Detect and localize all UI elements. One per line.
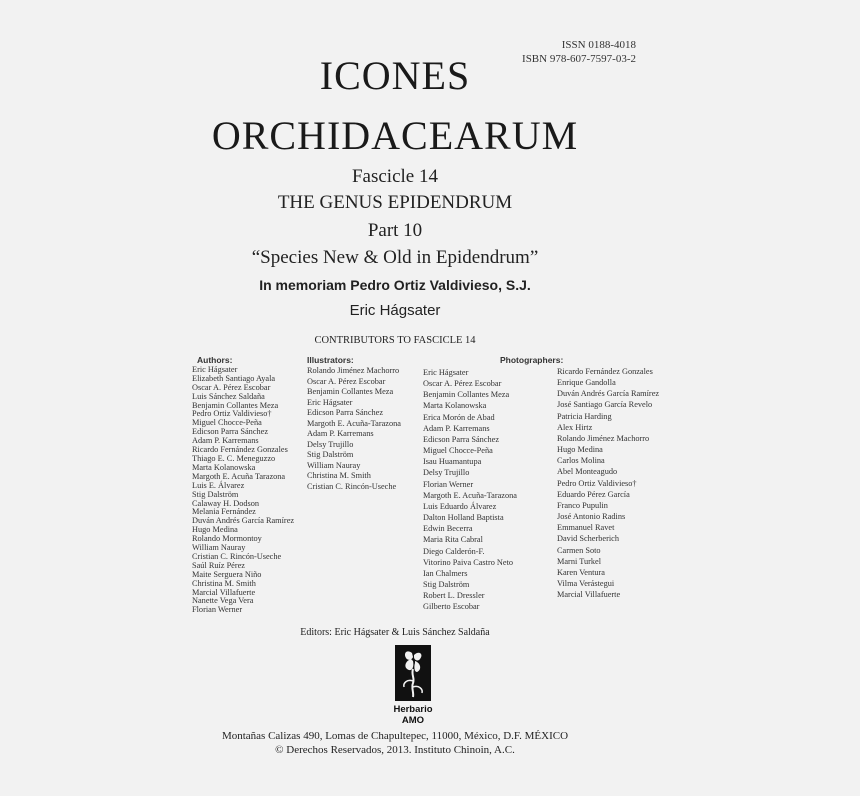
author-list-item: William Nauray <box>192 543 246 553</box>
photographer-list-item: Florian Werner <box>423 479 474 489</box>
isbn: ISBN 978-607-7597-03-2 <box>522 53 636 65</box>
photographer-list-item: Ricardo Fernández Gonzales <box>557 367 653 376</box>
photographer-list-item: Marcial Villafuerte <box>557 590 621 600</box>
photographer-list-item: Marta Kolanowska <box>423 401 487 411</box>
photographer-list-item: Dalton Holland Baptista <box>423 513 504 523</box>
author-list-item: Rolando Mormontoy <box>192 534 262 544</box>
photographer-list-item: Duván Andrés García Ramírez <box>557 389 660 399</box>
photographer-list-item: Pedro Ortiz Valdivieso† <box>557 478 637 488</box>
author-list-item: Adam P. Karremans <box>192 436 259 446</box>
author-list-item: Calaway H. Dodson <box>192 498 260 508</box>
orchid-flower-icon <box>395 645 431 701</box>
illustrator-list-item: Edicson Parra Sánchez <box>307 408 384 417</box>
author-list-item: Saúl Ruíz Pérez <box>192 560 245 570</box>
title-line-2: ORCHIDACEARUM <box>211 113 579 158</box>
photographer-list-item: Patricia Harding <box>557 411 612 421</box>
photographer-list-item: Alex Hirtz <box>557 422 593 432</box>
photographers-list-2 <box>557 366 659 600</box>
photographers-list-1 <box>423 367 563 612</box>
photographer-list-item: Oscar A. Pérez Escobar <box>423 379 502 389</box>
illustrator-list-item: Eric Hágsater <box>307 397 353 407</box>
author-list-item: Marta Kolanowska <box>192 462 256 472</box>
author-list-item: Florian Werner <box>192 605 243 615</box>
title-line-1: ICONES <box>319 53 471 98</box>
photographer-list-item: Maria Rita Cabral <box>423 535 483 545</box>
author-list-item: Stig Dalström <box>192 489 239 499</box>
author-list-item: Melania Fernández <box>192 507 256 517</box>
illustrator-list-item: Stig Dalström <box>307 450 354 459</box>
author-list-item: Duván Andrés García Ramírez <box>192 516 295 526</box>
photographer-list-item: Isau Huamantupa <box>423 457 482 467</box>
photographer-list-item: Adam P. Karremans <box>423 423 490 433</box>
copyright-notice: © Derechos Reservados, 2013. Instituto Chinoin, A.C. <box>275 744 515 756</box>
author-list-item: Cristian C. Rincón-Useche <box>192 551 282 561</box>
editors-line: Editors: Eric Hágsater & Luis Sánchez Saldaña <box>300 627 490 638</box>
illustrators-list <box>307 366 401 492</box>
logo-line-1: Herbario <box>393 704 433 715</box>
illustrator-list-item: Benjamin Collantes Meza <box>307 387 394 396</box>
author-list-item: Margoth E. Acuña Tarazona <box>192 471 286 481</box>
photographer-list-item: Margoth E. Acuña-Tarazona <box>423 490 517 500</box>
photographer-list-item: Erica Morón de Abad <box>423 412 495 422</box>
photographer-list-item: Abel Monteagudo <box>557 467 618 477</box>
herbarium-logo-text <box>383 704 443 726</box>
photographers-column-2 <box>557 366 659 600</box>
photographer-list-item: Emmanuel Ravet <box>557 523 615 533</box>
author-list-item: Pedro Ortiz Valdivieso† <box>192 409 272 419</box>
photographer-list-item: Edwin Becerra <box>423 524 473 534</box>
illustrators-column <box>307 356 401 492</box>
photographer-list-item: Benjamin Collantes Meza <box>423 390 510 400</box>
author-list-item: Benjamin Collantes Meza <box>192 400 279 410</box>
photographer-list-item: Stig Dalström <box>423 579 470 589</box>
photographer-list-item: Carlos Molina <box>557 456 605 466</box>
photographer-list-item: Enrique Gandolla <box>557 378 616 388</box>
genus-heading: THE GENUS EPIDENDRUM <box>277 192 513 213</box>
photographers-label: Photographers: <box>500 355 564 365</box>
photographer-list-item: Gilberto Escobar <box>423 602 480 612</box>
author-list-item: Elizabeth Santiago Ayala <box>192 373 276 383</box>
photographer-list-item: Delsy Trujillo <box>423 468 470 478</box>
publisher-address: Montañas Calizas 490, Lomas de Chapultepec, 11000, México, D.F. MÉXICO <box>221 730 569 742</box>
illustrator-list-item: Adam P. Karremans <box>307 429 374 438</box>
memoriam-dedication: In memoriam Pedro Ortiz Valdivieso, S.J. <box>259 277 531 293</box>
photographer-list-item: José Antonio Radins <box>557 512 626 522</box>
author-list-item: Eric Hágsater <box>192 364 238 374</box>
photographer-list-item: Edicson Parra Sánchez <box>423 434 500 444</box>
illustrator-list-item: Christina M. Smith <box>307 471 371 480</box>
part-number: Part 10 <box>367 220 423 241</box>
authors-label: Authors: <box>197 355 233 365</box>
author-list-item: Nanette Vega Vera <box>192 596 254 606</box>
author-name: Eric Hágsater <box>349 302 441 319</box>
photographers-column-1 <box>423 356 563 612</box>
photographer-list-item: Marni Turkel <box>557 556 602 566</box>
author-list-item: Christina M. Smith <box>192 578 256 588</box>
illustrator-list-item: William Nauray <box>307 460 361 470</box>
photographer-list-item: Vitorino Paiva Castro Neto <box>423 557 514 567</box>
photographer-list-item: Eric Hágsater <box>423 368 469 377</box>
authors-list <box>192 366 294 615</box>
photographer-list-item: Karen Ventura <box>557 567 605 577</box>
illustrator-list-item: Delsy Trujillo <box>307 439 354 449</box>
author-list-item: Maite Serguera Niño <box>192 569 262 579</box>
illustrator-list-item: Rolando Jiménez Machorro <box>307 366 400 375</box>
author-list-item: Marcial Villafuerte <box>192 587 256 597</box>
author-list-item: Edicson Parra Sánchez <box>192 427 269 437</box>
author-list-item: Luis E. Álvarez <box>192 480 245 490</box>
contributors-heading: CONTRIBUTORS TO FASCICLE 14 <box>314 335 476 346</box>
logo-line-2: AMO <box>401 715 425 726</box>
illustrators-label: Illustrators: <box>307 355 354 365</box>
photographer-list-item: Luis Eduardo Álvarez <box>423 501 497 511</box>
volume-subtitle: “Species New & Old in Epidendrum” <box>251 247 539 268</box>
photographer-list-item: Rolando Jiménez Machorro <box>557 433 650 443</box>
photographer-list-item: Diego Calderón-F. <box>423 546 485 556</box>
authors-column <box>192 356 294 615</box>
photographer-list-item: Robert L. Dressler <box>423 591 485 601</box>
photographer-list-item: Miguel Chocce-Peña <box>423 446 493 456</box>
author-list-item: Luis Sánchez Saldaña <box>192 391 265 401</box>
issn: ISSN 0188-4018 <box>561 39 636 51</box>
author-list-item: Thiago E. C. Meneguzzo <box>192 453 276 463</box>
photographer-list-item: José Santiago García Revelo <box>557 400 653 410</box>
author-list-item: Ricardo Fernández Gonzales <box>192 445 288 455</box>
author-list-item: Miguel Chocce-Peña <box>192 418 262 428</box>
illustrator-list-item: Cristian C. Rincón-Useche <box>307 481 397 491</box>
illustrator-list-item: Margoth E. Acuña-Tarazona <box>307 418 401 428</box>
illustrator-list-item: Oscar A. Pérez Escobar <box>307 376 386 386</box>
author-list-item: Oscar A. Pérez Escobar <box>192 382 271 392</box>
photographer-list-item: Carmen Soto <box>557 545 601 555</box>
photographer-list-item: Eduardo Pérez García <box>557 489 630 499</box>
author-list-item: Hugo Medina <box>192 525 238 535</box>
photographer-list-item: Franco Pupulin <box>557 500 608 510</box>
fascicle-number: Fascicle 14 <box>351 166 438 187</box>
photographer-list-item: David Scherberich <box>557 534 619 544</box>
photographer-list-item: Ian Chalmers <box>423 568 468 578</box>
photographer-list-item: Hugo Medina <box>557 445 603 455</box>
photographer-list-item: Vilma Verástegui <box>557 578 615 588</box>
